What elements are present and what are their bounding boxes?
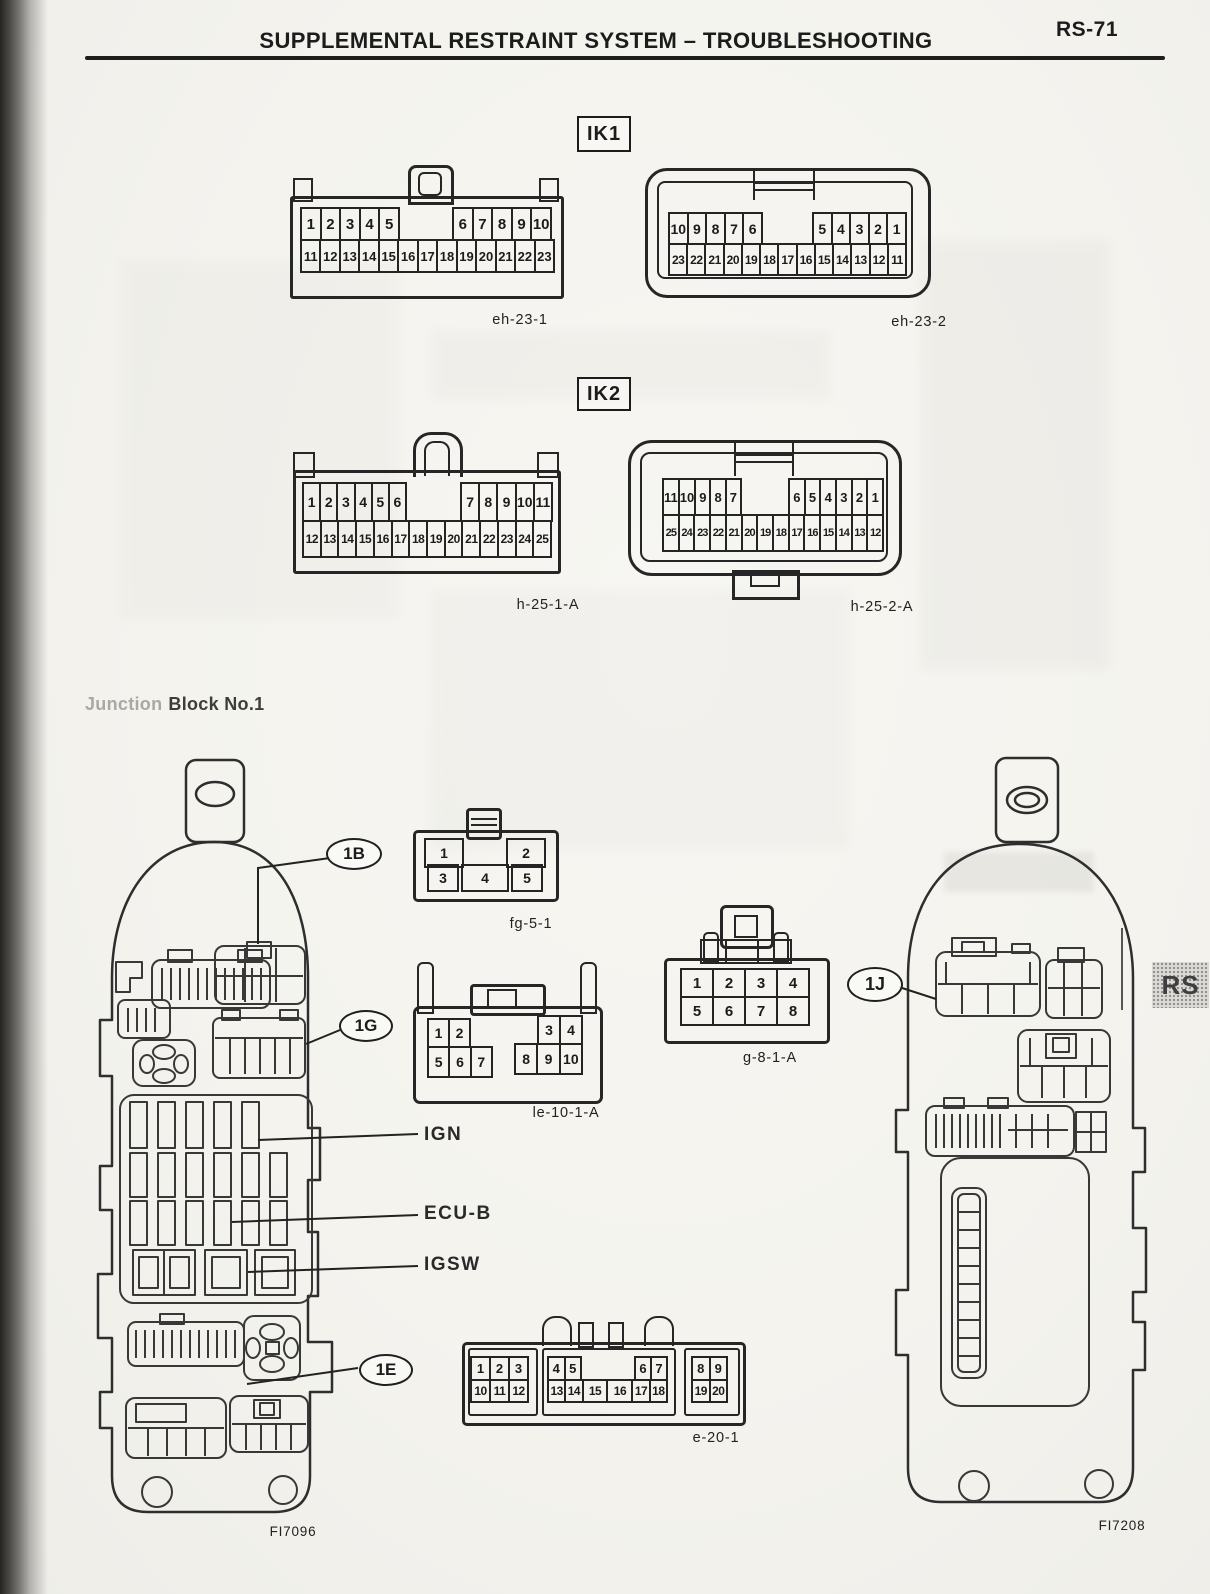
pin-cell: 19	[741, 243, 761, 276]
pin-row	[537, 1015, 583, 1045]
pin-cell: 23	[534, 239, 555, 273]
pin-cell: 6	[742, 212, 763, 245]
pin-cell: 1	[300, 207, 322, 241]
pin-cell: 11	[887, 243, 907, 276]
section-heading-word: Junction	[85, 694, 163, 714]
pin-cell: 21	[495, 239, 516, 273]
pin-cell: 16	[397, 239, 418, 273]
pin-cell: 19	[756, 514, 774, 552]
pin-cell: 3	[835, 478, 853, 516]
pin-cell: 23	[668, 243, 688, 276]
scan-artifact-line	[1121, 928, 1123, 1010]
pin-cell: 14	[835, 514, 853, 552]
left-junction-block-sockets	[116, 942, 312, 1507]
connector-label-h-25-2-A: h-25-2-A	[850, 599, 914, 615]
pin-row	[680, 996, 810, 1026]
fuse-label-igsw: IGSW	[424, 1254, 481, 1275]
pin-cell: 5	[511, 864, 543, 892]
pin-row	[302, 482, 407, 522]
pin-cell: 1	[680, 968, 714, 998]
pin-cell: 22	[709, 514, 727, 552]
pin-cell: 14	[832, 243, 852, 276]
pin-cell: 22	[514, 239, 535, 273]
pin-cell: 7	[460, 482, 480, 522]
pin-cell: 18	[436, 239, 457, 273]
figure-number-left: FI7096	[269, 1524, 317, 1539]
pin-row	[680, 968, 810, 998]
pin-cell: 2	[448, 1018, 471, 1048]
pin-cell: 6	[388, 482, 407, 522]
pin-cell: 1	[424, 838, 464, 868]
connector-fg-5-1	[413, 808, 553, 896]
pin-row	[470, 1379, 529, 1403]
pin-cell: 17	[788, 514, 806, 552]
pin-cell: 8	[709, 478, 726, 516]
pin-cell: 5	[804, 478, 822, 516]
pin-cell: 3	[336, 482, 355, 522]
pin-cell: 16	[373, 520, 393, 558]
pin-cell: 15	[355, 520, 375, 558]
pin-cell: 9	[687, 212, 708, 245]
connector-le-10-1-A	[413, 962, 597, 1098]
pin-cell: 17	[391, 520, 411, 558]
pin-cell: 22	[479, 520, 499, 558]
pin-row	[460, 482, 553, 522]
pin-cell: 3	[427, 864, 459, 892]
pin-row	[634, 1356, 668, 1381]
pin-cell: 24	[678, 514, 696, 552]
pin-row	[470, 1356, 529, 1381]
latch-detail	[418, 172, 442, 196]
pin-cell: 5	[812, 212, 833, 245]
pin-cell: 19	[456, 239, 477, 273]
pin-cell: 18	[759, 243, 779, 276]
pin-cell: 5	[371, 482, 390, 522]
pin-cell: 21	[461, 520, 481, 558]
pin-cell: 2	[868, 212, 889, 245]
pin-row	[300, 239, 555, 273]
connector-label-h-25-1-A: h-25-1-A	[516, 597, 580, 613]
section-heading-rest: Block No.1	[168, 694, 265, 714]
pin-row	[300, 207, 400, 241]
pin-row	[302, 520, 552, 558]
pin-cell: 2	[320, 207, 342, 241]
fuse-label-ign: IGN	[424, 1124, 463, 1145]
pin-cell: 17	[777, 243, 797, 276]
pin-row	[514, 1043, 583, 1075]
latch-detail	[734, 915, 758, 938]
pin-cell: 19	[691, 1379, 711, 1403]
badge-ik1: IK1	[577, 116, 631, 152]
pin-cell: 20	[709, 1379, 729, 1403]
pin-cell: 9	[511, 207, 533, 241]
pin-cell: 8	[514, 1043, 538, 1075]
pin-cell: 16	[796, 243, 816, 276]
pin-cell: 18	[649, 1379, 668, 1403]
pin-cell: 4	[359, 207, 381, 241]
pin-cell: 23	[497, 520, 517, 558]
pin-cell: 8	[705, 212, 726, 245]
pin-row	[691, 1379, 728, 1403]
section-tab-rs: RS	[1152, 962, 1209, 1008]
connector-eh-23-2	[645, 168, 925, 292]
connector-label-fg-5-1: fg-5-1	[509, 916, 553, 932]
page-number: RS-71	[1056, 18, 1119, 41]
pin-row	[547, 1356, 582, 1381]
pin-cell: 20	[444, 520, 464, 558]
pin-row	[547, 1379, 668, 1403]
connector-label-eh-23-2: eh-23-2	[891, 314, 947, 330]
callout-1E: 1E	[359, 1354, 413, 1386]
connector-g-8-1-A	[664, 905, 824, 1037]
connector-eh-23-1	[290, 165, 558, 295]
badge-ik2: IK2	[577, 377, 631, 411]
connector-h-25-1-A	[293, 432, 555, 572]
pin-cell: 2	[851, 478, 869, 516]
pin-cell: 1	[427, 1018, 450, 1048]
pin-cell: 2	[506, 838, 546, 868]
pin-cell: 3	[744, 968, 778, 998]
pin-cell: 6	[452, 207, 474, 241]
pin-cell: 10	[515, 482, 535, 522]
right-junction-block-sockets	[926, 938, 1113, 1501]
pin-cell: 4	[819, 478, 837, 516]
pin-cell: 20	[741, 514, 759, 552]
pin-row	[668, 243, 907, 276]
pin-cell: 8	[776, 996, 810, 1026]
callout-1G: 1G	[339, 1010, 393, 1042]
pin-cell: 12	[508, 1379, 529, 1403]
pin-cell: 3	[537, 1015, 561, 1045]
connector-label-eh-23-1: eh-23-1	[492, 312, 548, 328]
pin-cell: 3	[849, 212, 870, 245]
pin-cell: 5	[564, 1356, 583, 1381]
pin-cell: 9	[496, 482, 516, 522]
pin-cell: 9	[694, 478, 711, 516]
bottom-tab-detail	[750, 574, 780, 587]
pin-cell: 8	[491, 207, 513, 241]
pin-cell: 11	[489, 1379, 510, 1403]
pin-cell: 4	[776, 968, 810, 998]
pin-cell: 13	[851, 514, 869, 552]
pin-cell: 15	[814, 243, 834, 276]
pin-cell: 8	[478, 482, 498, 522]
callout-1J: 1J	[847, 967, 903, 1002]
pin-cell: 1	[470, 1356, 491, 1381]
pin-cell: 15	[819, 514, 837, 552]
pin-cell: 15	[378, 239, 399, 273]
pin-cell: 8	[691, 1356, 711, 1381]
pin-cell: 4	[831, 212, 852, 245]
pin-cell: 14	[337, 520, 357, 558]
pin-cell: 7	[724, 212, 745, 245]
pin-cell: 14	[564, 1379, 583, 1403]
pin-cell: 22	[686, 243, 706, 276]
connector-label-g-8-1-A: g-8-1-A	[743, 1050, 797, 1066]
pin-cell: 6	[712, 996, 746, 1026]
pin-row	[662, 478, 742, 516]
pin-cell: 25	[532, 520, 552, 558]
pin-cell: 1	[302, 482, 321, 522]
pin-row	[691, 1356, 728, 1381]
pin-row	[668, 212, 763, 245]
pin-cell: 12	[869, 243, 889, 276]
pin-cell: 1	[886, 212, 907, 245]
callout-1B: 1B	[326, 838, 382, 870]
pin-cell: 6	[634, 1356, 652, 1381]
pin-cell: 17	[631, 1379, 650, 1403]
pin-cell: 7	[470, 1046, 493, 1078]
pin-cell: 12	[302, 520, 322, 558]
page-title: SUPPLEMENTAL RESTRAINT SYSTEM – TROUBLESHOOTING	[259, 28, 933, 53]
pin-cell: 15	[582, 1379, 609, 1403]
pin-cell: 24	[515, 520, 535, 558]
pin-cell: 14	[358, 239, 379, 273]
pin-cell: 3	[339, 207, 361, 241]
pin-cell: 7	[650, 1356, 668, 1381]
pin-cell: 4	[559, 1015, 583, 1045]
pin-cell: 13	[850, 243, 870, 276]
pin-row	[812, 212, 907, 245]
pin-cell: 11	[662, 478, 680, 516]
pin-cell: 13	[339, 239, 360, 273]
pin-cell: 11	[300, 239, 321, 273]
pin-cell: 9	[536, 1043, 560, 1075]
pin-cell: 20	[475, 239, 496, 273]
callout-lines	[232, 858, 936, 1384]
pin-cell: 25	[662, 514, 680, 552]
figure-number-right: FI7208	[1098, 1518, 1146, 1533]
pin-cell: 7	[744, 996, 778, 1026]
pin-cell: 20	[723, 243, 743, 276]
pin-cell: 4	[547, 1356, 566, 1381]
pin-cell: 23	[693, 514, 711, 552]
pin-cell: 12	[866, 514, 884, 552]
pin-cell: 10	[470, 1379, 491, 1403]
connector-label-le-10-1-A: le-10-1-A	[532, 1105, 600, 1121]
pin-cell: 12	[319, 239, 340, 273]
pin-cell: 10	[668, 212, 689, 245]
pin-cell: 10	[559, 1043, 583, 1075]
connector-h-25-2-A	[628, 440, 896, 600]
pin-cell: 10	[530, 207, 552, 241]
section-heading	[85, 694, 264, 715]
pin-cell: 7	[725, 478, 742, 516]
pin-cell: 9	[709, 1356, 729, 1381]
pin-cell: 17	[417, 239, 438, 273]
pin-cell: 1	[866, 478, 884, 516]
pin-cell: 5	[378, 207, 400, 241]
header-rule	[85, 56, 1165, 60]
pin-row	[427, 1018, 471, 1048]
pin-cell: 16	[803, 514, 821, 552]
latch-slot	[734, 442, 794, 476]
pin-cell: 3	[508, 1356, 529, 1381]
pin-cell: 5	[427, 1046, 450, 1078]
pin-cell: 2	[489, 1356, 510, 1381]
pin-cell: 13	[320, 520, 340, 558]
pin-cell: 19	[426, 520, 446, 558]
pin-cell: 5	[680, 996, 714, 1026]
latch-slot	[753, 170, 815, 200]
pin-cell: 6	[448, 1046, 471, 1078]
pin-cell: 4	[354, 482, 373, 522]
pin-cell: 2	[319, 482, 338, 522]
connector-e-20-1	[462, 1316, 740, 1420]
pin-cell: 18	[408, 520, 428, 558]
pin-cell: 6	[788, 478, 806, 516]
page-binding-shadow	[0, 0, 48, 1594]
pin-cell: 13	[547, 1379, 566, 1403]
pin-cell: 2	[712, 968, 746, 998]
pin-cell: 21	[725, 514, 743, 552]
pin-cell: 18	[772, 514, 790, 552]
pin-cell: 16	[606, 1379, 633, 1403]
pin-row	[788, 478, 884, 516]
pin-cell: 7	[472, 207, 494, 241]
pin-row	[427, 1046, 493, 1078]
pin-cell: 10	[678, 478, 696, 516]
pin-row	[452, 207, 552, 241]
pin-cell: 4	[461, 864, 509, 892]
fuse-label-ecu-b: ECU-B	[424, 1203, 492, 1224]
connector-label-e-20-1: e-20-1	[692, 1430, 740, 1446]
pin-cell: 11	[533, 482, 553, 522]
pin-cell: 21	[704, 243, 724, 276]
pin-row	[662, 514, 884, 552]
